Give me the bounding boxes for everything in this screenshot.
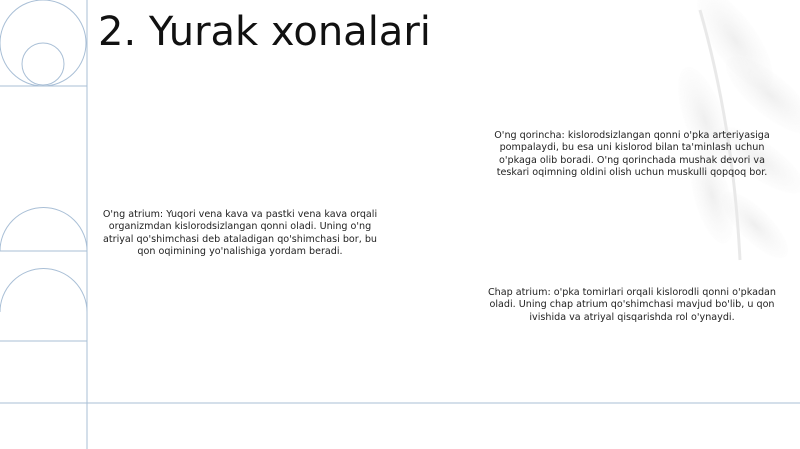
slide-title: 2. Yurak xonalari <box>98 9 431 55</box>
left-atrium-text: Chap atrium: o'pka tomirlari orqali kislorodli qonni o'pkadan oladi. Uning chap atrium qo'shimchasi mavjud bo'lib, u qon ivishida va atriyal qisqarishda rol o'ynaydi. <box>487 287 777 323</box>
right-ventricle-text: O'ng qorincha: kislorodsizlangan qonni o'pka arteriyasiga pompalaydi, bu esa uni kislorod bilan ta'minlash uchun o'pkaga olib boradi. O'ng qorinchada mushak devori va teskari oqimning oldini olish uchun muskulli qopqoq bor. <box>494 130 770 179</box>
right-atrium-text: O'ng atrium: Yuqori vena kava va pastki vena kava orqali organizmdan kislorodsizlangan qonni oladi. Uning o'ng atriyal qo'shimchasi deb ataladigan qo'shimchasi bor, bu qon oqimining yo'nalishiga yordam beradi. <box>102 209 378 258</box>
